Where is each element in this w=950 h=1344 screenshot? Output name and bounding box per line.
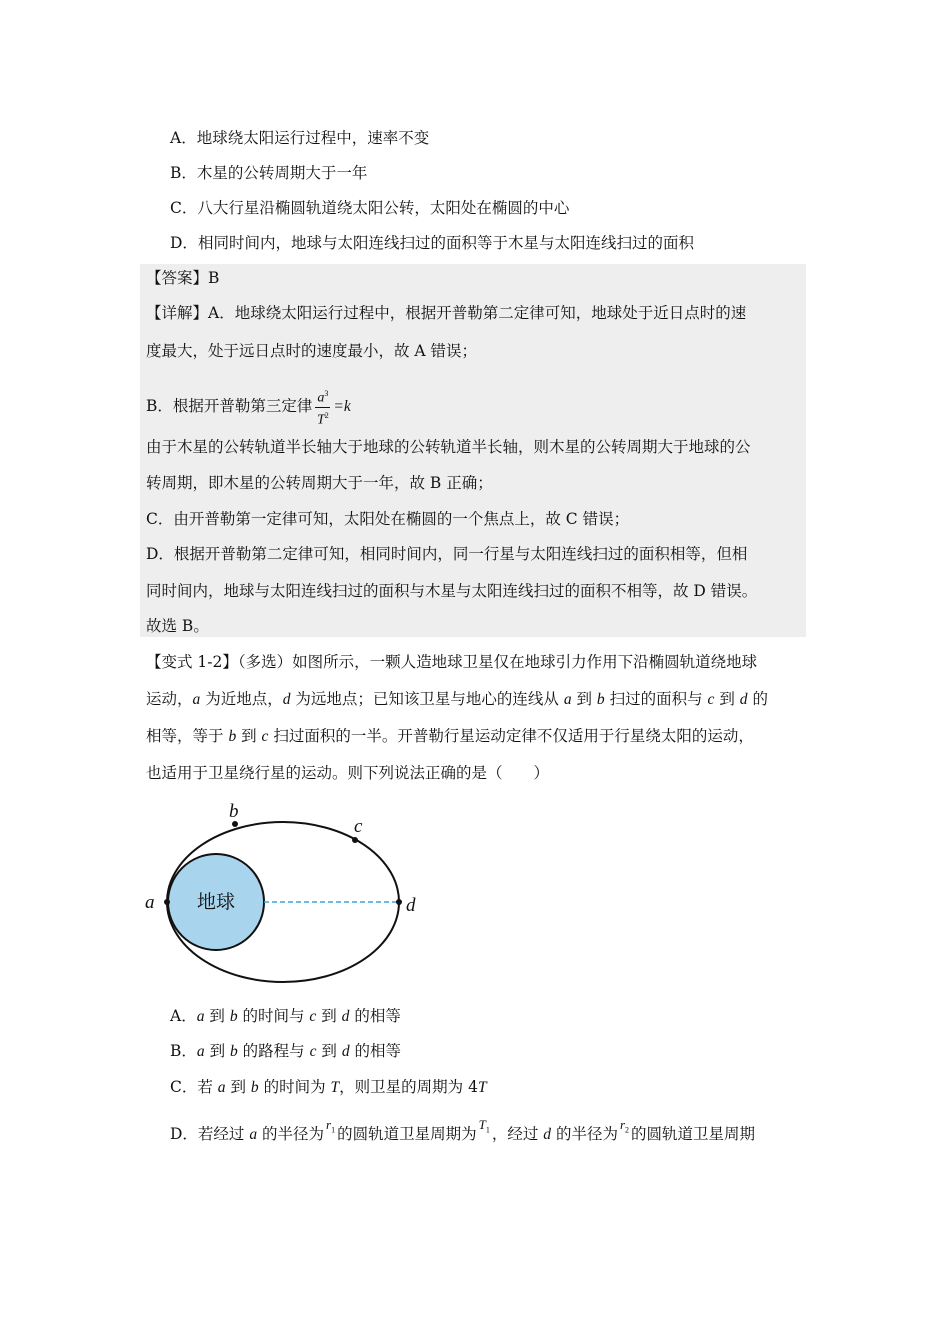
explanation-line-4: 由于木星的公转轨道半长轴大于地球的公转轨道半长轴，则木星的公转周期大于地球的公 [146,438,751,456]
point-a-dot [164,899,170,905]
point-d-label: d [406,895,416,916]
explanation-line-1: 【详解】A．地球绕太阳运行过程中，根据开普勒第二定律可知，地球处于近日点时的速 [146,304,747,322]
answer-line [146,267,219,289]
question-line-2: 运动，a 为近地点，d 为远地点；已知该卫星与地心的连线从 a 到 b 扫过的面积与 c 到 d 的 [146,690,768,708]
option-a: A．a 到 b 的时间与 c 到 d 的相等 [170,1007,401,1025]
point-c-dot [352,837,358,843]
option-c-prev: C．八大行星沿椭圆轨道绕太阳公转，太阳处在椭圆的中心 [170,199,570,217]
explanation-line-8: 同时间内，地球与太阳连线扫过的面积与木星与太阳连线扫过的面积不相等，故 D 错误。 [146,582,758,600]
question-tag: 【变式 1-2】 [146,653,238,671]
question-line-1: 【变式 1-2】（多选）如图所示，一颗人造地球卫星仅在地球引力作用下沿椭圆轨道绕地球 [146,653,758,671]
symbol-r2: $r_2$ [619,1117,630,1135]
explanation-line-2: 度最大，处于远日点时的速度最小，故 A 错误； [146,342,478,360]
answer-value: B [208,269,220,287]
symbol-r1: $r_1$ [326,1117,336,1135]
option-d-prev: D．相同时间内，地球与太阳连线扫过的面积等于木星与太阳连线扫过的面积 [170,234,694,252]
explanation-line-6: C．由开普勒第一定律可知，太阳处在椭圆的一个焦点上，故 C 错误； [146,510,630,528]
explanation-line-5: 转周期，即木星的公转周期大于一年，故 B 正确； [146,474,493,492]
orbit-diagram [140,795,440,1000]
option-d: D．若经过 a 的半径为$r_1$ 的圆轨道卫星周期为$T_1$ ，经过 d 的半径为$r_2$ 的圆轨道卫星周期 [170,1123,755,1152]
explanation-line-9: 故选 B。 [146,617,209,635]
point-c-label: c [354,816,363,837]
explanation-label: 【详解】 [146,304,209,322]
kepler-formula: $\frac{a^3}{T^2}$ [315,386,330,428]
option-c: C．若 a 到 b 的时间为 T，则卫星的周期为 4T [170,1078,487,1096]
option-b: B．a 到 b 的路程与 c 到 d 的相等 [170,1042,402,1060]
earth-label: 地球 [196,891,236,913]
question-line-3: 相等，等于 b 到 c 扫过面积的一半。开普勒行星运动定律不仅适用于行星绕太阳的运动， [146,727,754,745]
point-a-label: a [145,892,155,913]
point-d-dot [396,899,402,905]
answer-label: 【答案】 [146,269,209,287]
point-b-label: b [229,801,239,822]
explanation-line-7: D．根据开普勒第二定律可知，相同时间内，同一行星与太阳连线扫过的面积相等，但相 [146,545,748,563]
option-a-prev: A．地球绕太阳运行过程中，速率不变 [170,129,430,147]
option-b-prev: B．木星的公转周期大于一年 [170,164,368,182]
explanation-law3: B．根据开普勒第三定律 $\frac{a^3}{T^2}$ =k [146,386,351,428]
symbol-t1: $T_1$ [478,1117,490,1135]
question-line-4: 也适用于卫星绕行星的运动。则下列说法正确的是（ ） [146,764,550,782]
